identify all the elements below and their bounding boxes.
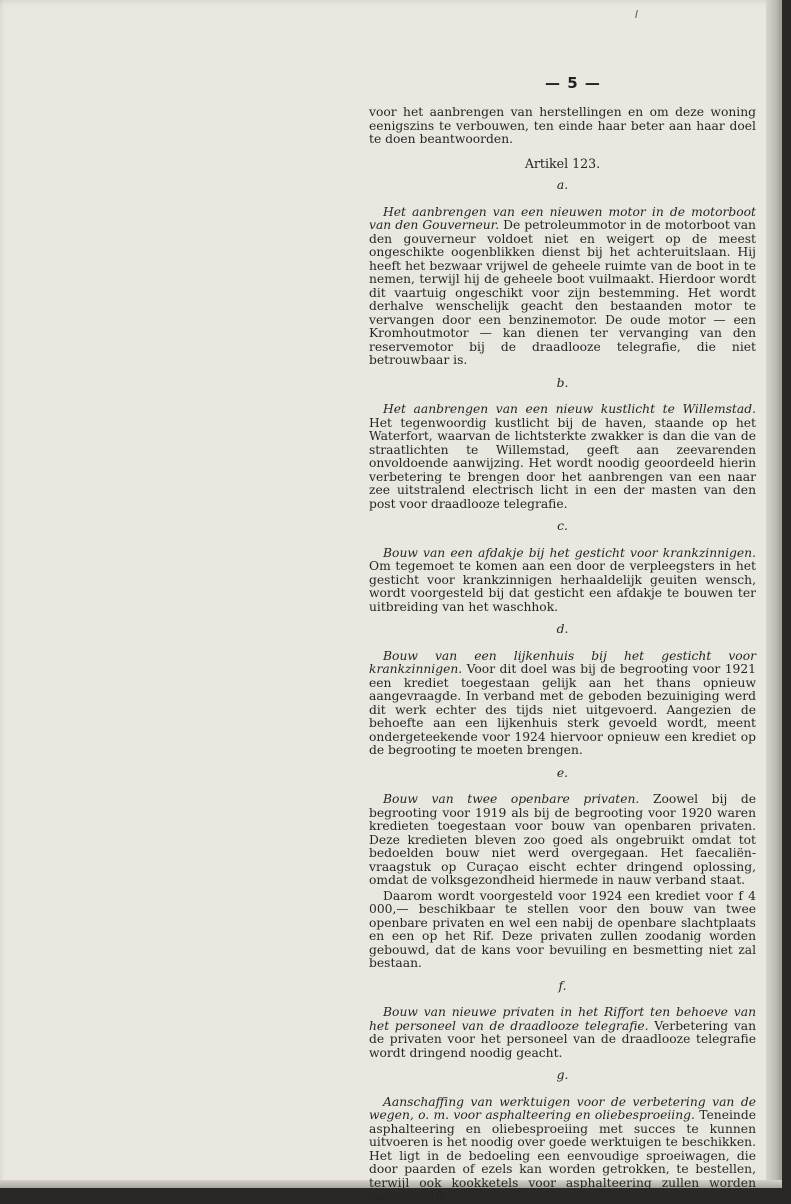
- section-b-body: Het tegenwoordig kustlicht bij de haven, staande op het Waterfort, waarvan de lichtsterkte zwakker is dan die van de straatlichten te Willemstad, geeft aan zeevarenden onvoldoende aanwijzing. Het wordt noodig geoordeeld hierin verbetering te brengen door het aanbrengen van een naar zee uitstralend electrisch licht in een der masten van den post voor draadlooze telegrafie.: [369, 415, 756, 511]
- section-f-paragraph: [369, 1006, 756, 1060]
- section-a-body: De petroleummotor in de motorboot van den gouverneur voldoet niet en weigert op de meest ongeschikte oogenblikken dienst bij het achteruitslaan. Hij heeft het bezwaar vrijwel de geheele ruimte van de boot in te nemen, terwijl hij de geheele boot vuilmaakt. Hierdoor wordt dit vaartuig ongeschikt voor zijn bestemming. Het wordt derhalve wenschelijk geacht den bestaanden motor te vervangen door een benzinemotor. De oude motor — een Kromhoutmotor — kan dienen ter vervanging van den reservemotor bij de draadlooze telegrafie, die niet betrouwbaar is.: [369, 218, 756, 367]
- body-text: [369, 106, 756, 1204]
- pencil-mark: [635, 10, 638, 18]
- section-f-heading: Bouw van nieuwe privaten in het Riffort ten behoeve van het personeel van de draadlooze telegrafie.: [369, 1005, 756, 1033]
- section-f-body: Verbetering van de privaten voor het personeel van de draadlooze telegrafie wordt dringend noodig geacht.: [369, 1018, 757, 1060]
- section-letter-f: f.: [558, 978, 567, 993]
- section-d-body: Voor dit doel was bij de begrooting voor 1921 een krediet toegestaan gelijk aan het thans opnieuw aangevraagde. In verband met de geboden bezuiniging werd dit werk echter des tijds niet uitgevoerd. Aangezien de behoefte aan een lijkenhuis sterk gevoeld wordt, meent ondergeteekende voor 1924 hiervoor opnieuw een krediet op de begrooting te moeten brengen.: [369, 662, 756, 757]
- section-c-heading: Bouw van een afdakje bij het gesticht voor krankzinnigen.: [383, 545, 756, 560]
- section-d-paragraph: [369, 650, 756, 758]
- section-a-paragraph: [369, 206, 756, 368]
- section-letter-c: c.: [557, 519, 568, 533]
- section-e-paragraph-2: Daarom wordt voorgesteld voor 1924 een krediet voor f 4 000,— beschikbaar te stellen voor den bouw van twee openbare privaten en wel een nabij de openbare slachtplaats en een op het Rif. Deze privaten zullen zoodanig worden gebouwd, dat de kans voor bevuiling en besmetting niet zal bestaan.: [369, 888, 756, 970]
- section-letter-g: g.: [556, 1068, 569, 1082]
- section-d-heading: Bouw van een lijkenhuis bij het gesticht voor krankzinnigen.: [369, 648, 756, 676]
- section-e-body: Zoowel bij de begrooting voor 1919 als bij de begrooting voor 1920 waren kredieten toegestaan voor bouw van openbaren privaten. Deze kredieten bleven zoo goed als ongebruikt omdat tot bedoelden bouw niet werd overgegaan. Het faecaliën-vraagstuk op Curaçao eischt echter dringend oplossing, omdat de volksgezondheid hiermede in nauw verband staat.: [369, 792, 756, 887]
- section-letter-a: a.: [556, 178, 569, 192]
- section-c-paragraph: [369, 547, 756, 615]
- section-c-body: Om tegemoet te komen aan een door de verpleegsters in het gesticht voor krankzinnigen herhaaldelijk geuiten wensch, wordt voorgesteld bij dat gesticht een afdakje te bouwen ter uitbreiding van het waschhok.: [369, 559, 756, 614]
- section-e-paragraph: [369, 793, 756, 888]
- section-g-body: Teneinde asphalteering en oliebesproeiing met succes te kunnen uitvoeren is het noodig over goede werktuigen te beschikken. Het ligt in de bedoeling een eenvoudige sproeiwagen, die door paarden of ezels kan worden getrokken, te bestellen, terwijl ook kookketels voor asphalteering zullen worden aangeschaft.: [369, 1108, 756, 1203]
- section-b-paragraph: [369, 403, 756, 511]
- section-b-heading: Het aanbrengen van een nieuw kustlicht te Willemstad.: [383, 402, 756, 416]
- section-e-heading: Bouw van twee openbare privaten.: [383, 792, 640, 806]
- page-edge-right: [766, 0, 782, 1188]
- article-title: Artikel 123.: [524, 155, 601, 171]
- section-letter-e: e.: [556, 765, 569, 780]
- section-g-paragraph: [369, 1096, 756, 1204]
- section-letter-b: b.: [556, 375, 569, 390]
- section-letter-d: d.: [556, 622, 569, 636]
- intro-paragraph: voor het aanbrengen van herstellingen en om deze woning eenigszins te verbouwen, ten einde haar beter aan haar doel te doen beantwoorden.: [369, 105, 756, 146]
- section-g-heading: Aanschaffing van werktuigen voor de verbetering van de wegen, o. m. voor asphalteering en oliebesproeiing.: [369, 1094, 756, 1122]
- section-a-heading: Het aanbrengen van een nieuwen motor in de motorboot van den Gouverneur.: [369, 204, 756, 232]
- page-number: — 5 —: [545, 74, 601, 92]
